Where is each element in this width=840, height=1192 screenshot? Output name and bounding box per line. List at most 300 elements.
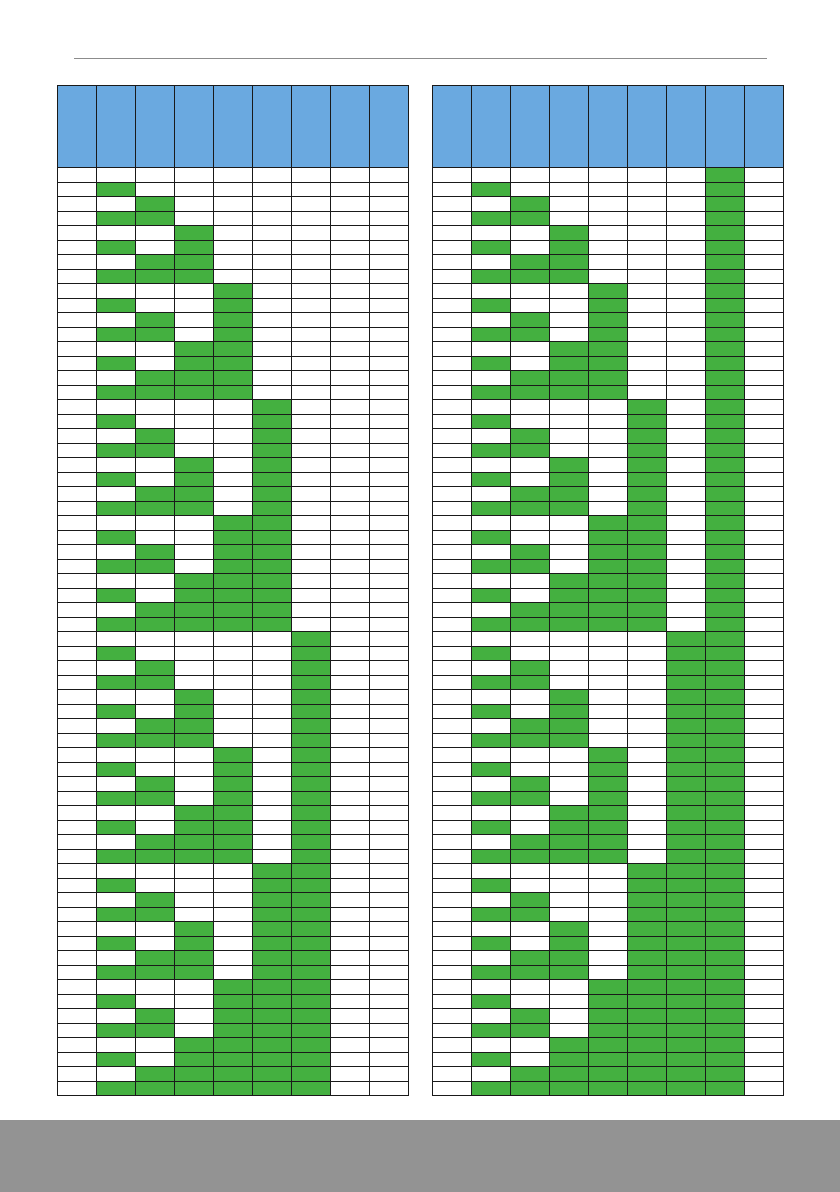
switch-on-cell (511, 733, 550, 748)
switch-on-cell (511, 211, 550, 226)
switch-off-cell (433, 835, 472, 850)
switch-off-cell (472, 806, 511, 821)
switch-off-cell (589, 878, 628, 893)
switch-off-cell (472, 1067, 511, 1082)
table-row (433, 458, 784, 473)
table-row (433, 356, 784, 371)
switch-on-cell (472, 269, 511, 284)
switch-off-cell (433, 820, 472, 835)
switch-off-cell (589, 458, 628, 473)
switch-on-cell (253, 414, 292, 429)
switch-off-cell (253, 168, 292, 183)
switch-off-cell (628, 791, 667, 806)
switch-off-cell (175, 646, 214, 661)
switch-off-cell (253, 661, 292, 676)
switch-off-cell (550, 762, 589, 777)
switch-on-cell (472, 907, 511, 922)
table-row (433, 994, 784, 1009)
switch-off-cell (589, 197, 628, 212)
switch-off-cell (550, 661, 589, 676)
switch-off-cell (667, 458, 706, 473)
switch-off-cell (331, 240, 370, 255)
table-row (433, 530, 784, 545)
switch-off-cell (175, 182, 214, 197)
switch-off-cell (745, 632, 784, 647)
switch-on-cell (667, 762, 706, 777)
switch-off-cell (550, 632, 589, 647)
switch-off-cell (745, 1038, 784, 1053)
switch-on-cell (628, 487, 667, 502)
switch-off-cell (97, 835, 136, 850)
switch-off-cell (136, 400, 175, 415)
switch-off-cell (253, 777, 292, 792)
switch-on-cell (97, 965, 136, 980)
switch-off-cell (511, 458, 550, 473)
switch-off-cell (589, 211, 628, 226)
switch-off-cell (511, 240, 550, 255)
switch-on-cell (628, 559, 667, 574)
switch-on-cell (706, 632, 745, 647)
table-row (433, 1067, 784, 1082)
switch-off-cell (370, 269, 409, 284)
table-row (58, 864, 409, 879)
switch-off-cell (175, 791, 214, 806)
switch-on-cell (706, 356, 745, 371)
switch-off-cell (97, 951, 136, 966)
switch-on-cell (550, 922, 589, 937)
switch-off-cell (550, 1009, 589, 1024)
switch-off-cell (433, 951, 472, 966)
table-row (58, 443, 409, 458)
switch-off-cell (589, 907, 628, 922)
switch-off-cell (433, 1067, 472, 1082)
switch-off-cell (433, 487, 472, 502)
switch-on-cell (706, 951, 745, 966)
switch-on-cell (214, 530, 253, 545)
switch-on-cell (628, 574, 667, 589)
switch-on-cell (175, 342, 214, 357)
switch-off-cell (589, 487, 628, 502)
header-cell (433, 86, 472, 168)
switch-off-cell (472, 487, 511, 502)
switch-off-cell (136, 806, 175, 821)
switch-off-cell (433, 342, 472, 357)
switch-off-cell (175, 298, 214, 313)
switch-on-cell (136, 1081, 175, 1096)
switch-off-cell (589, 414, 628, 429)
switch-on-cell (292, 951, 331, 966)
switch-off-cell (136, 168, 175, 183)
switch-off-cell (331, 342, 370, 357)
switch-off-cell (253, 255, 292, 270)
switch-off-cell (292, 487, 331, 502)
table-row (433, 719, 784, 734)
switch-off-cell (58, 661, 97, 676)
table-row (433, 298, 784, 313)
table-row (58, 980, 409, 995)
table-row (58, 559, 409, 574)
switch-off-cell (667, 240, 706, 255)
table-row (58, 646, 409, 661)
switch-on-cell (97, 704, 136, 719)
table-row (433, 501, 784, 516)
switch-off-cell (331, 298, 370, 313)
switch-on-cell (97, 762, 136, 777)
switch-off-cell (331, 269, 370, 284)
switch-off-cell (253, 313, 292, 328)
switch-off-cell (136, 704, 175, 719)
switch-on-cell (706, 1023, 745, 1038)
table-row (433, 1081, 784, 1096)
switch-off-cell (214, 864, 253, 879)
switch-on-cell (175, 269, 214, 284)
switch-off-cell (667, 313, 706, 328)
switch-on-cell (667, 632, 706, 647)
switch-off-cell (550, 400, 589, 415)
switch-on-cell (472, 588, 511, 603)
switch-off-cell (253, 298, 292, 313)
switch-on-cell (472, 762, 511, 777)
switch-on-cell (511, 545, 550, 560)
header-cell (58, 86, 97, 168)
table-row (433, 284, 784, 299)
switch-off-cell (433, 385, 472, 400)
switch-off-cell (214, 255, 253, 270)
switch-on-cell (136, 907, 175, 922)
switch-off-cell (331, 820, 370, 835)
switch-off-cell (253, 719, 292, 734)
switch-off-cell (433, 545, 472, 560)
switch-off-cell (628, 197, 667, 212)
switch-on-cell (667, 791, 706, 806)
switch-off-cell (472, 516, 511, 531)
switch-off-cell (433, 965, 472, 980)
switch-off-cell (589, 893, 628, 908)
switch-off-cell (370, 646, 409, 661)
table-row (58, 530, 409, 545)
switch-on-cell (472, 356, 511, 371)
table-row (58, 951, 409, 966)
switch-on-cell (175, 806, 214, 821)
switch-on-cell (253, 443, 292, 458)
switch-off-cell (370, 197, 409, 212)
switch-on-cell (472, 994, 511, 1009)
switch-off-cell (214, 690, 253, 705)
switch-off-cell (370, 530, 409, 545)
switch-on-cell (511, 965, 550, 980)
switch-off-cell (58, 400, 97, 415)
switch-on-cell (706, 226, 745, 241)
switch-off-cell (472, 893, 511, 908)
switch-on-cell (253, 458, 292, 473)
switch-on-cell (214, 1052, 253, 1067)
switch-off-cell (58, 719, 97, 734)
switch-on-cell (706, 864, 745, 879)
switch-off-cell (370, 849, 409, 864)
switch-off-cell (433, 733, 472, 748)
table-row (433, 559, 784, 574)
switch-off-cell (433, 284, 472, 299)
switch-off-cell (331, 762, 370, 777)
switch-on-cell (550, 806, 589, 821)
switch-off-cell (370, 1038, 409, 1053)
switch-off-cell (136, 516, 175, 531)
switch-off-cell (214, 951, 253, 966)
switch-off-cell (370, 1081, 409, 1096)
switch-off-cell (433, 559, 472, 574)
switch-off-cell (331, 777, 370, 792)
switch-on-cell (292, 980, 331, 995)
switch-off-cell (511, 1052, 550, 1067)
switch-off-cell (472, 458, 511, 473)
table-row (433, 603, 784, 618)
switch-off-cell (511, 690, 550, 705)
switch-off-cell (550, 675, 589, 690)
switch-off-cell (97, 371, 136, 386)
switch-off-cell (433, 777, 472, 792)
switch-off-cell (433, 980, 472, 995)
switch-on-cell (97, 1052, 136, 1067)
table-row (58, 168, 409, 183)
switch-off-cell (331, 516, 370, 531)
table-row (433, 661, 784, 676)
switch-on-cell (667, 748, 706, 763)
switch-off-cell (433, 849, 472, 864)
switch-off-cell (370, 748, 409, 763)
switch-on-cell (472, 1081, 511, 1096)
switch-off-cell (58, 240, 97, 255)
switch-off-cell (331, 588, 370, 603)
switch-on-cell (706, 371, 745, 386)
switch-on-cell (550, 458, 589, 473)
switch-off-cell (745, 690, 784, 705)
switch-off-cell (214, 936, 253, 951)
switch-on-cell (175, 690, 214, 705)
switch-on-cell (292, 632, 331, 647)
switch-off-cell (511, 820, 550, 835)
switch-off-cell (331, 400, 370, 415)
switch-on-cell (214, 1038, 253, 1053)
switch-on-cell (550, 690, 589, 705)
switch-on-cell (550, 574, 589, 589)
switch-off-cell (214, 472, 253, 487)
switch-off-cell (58, 342, 97, 357)
switch-off-cell (511, 182, 550, 197)
switch-off-cell (370, 255, 409, 270)
table-row (58, 733, 409, 748)
switch-off-cell (472, 748, 511, 763)
switch-on-cell (253, 907, 292, 922)
switch-off-cell (550, 313, 589, 328)
table-row (433, 313, 784, 328)
switch-off-cell (628, 313, 667, 328)
switch-off-cell (589, 965, 628, 980)
table-row (58, 574, 409, 589)
switch-on-cell (706, 646, 745, 661)
switch-off-cell (175, 878, 214, 893)
switch-on-cell (589, 980, 628, 995)
switch-off-cell (589, 690, 628, 705)
switch-off-cell (550, 516, 589, 531)
switch-on-cell (628, 472, 667, 487)
header-cell (97, 86, 136, 168)
switch-off-cell (589, 646, 628, 661)
switch-on-cell (253, 1067, 292, 1082)
switch-off-cell (136, 646, 175, 661)
switch-on-cell (214, 617, 253, 632)
switch-on-cell (214, 835, 253, 850)
switch-on-cell (706, 269, 745, 284)
switch-on-cell (97, 994, 136, 1009)
switch-off-cell (472, 400, 511, 415)
switch-off-cell (667, 472, 706, 487)
switch-on-cell (253, 878, 292, 893)
switch-off-cell (58, 385, 97, 400)
switch-off-cell (433, 226, 472, 241)
switch-off-cell (433, 936, 472, 951)
switch-off-cell (331, 646, 370, 661)
switch-off-cell (253, 226, 292, 241)
table-row (58, 197, 409, 212)
switch-off-cell (97, 516, 136, 531)
switch-off-cell (433, 690, 472, 705)
switch-off-cell (745, 472, 784, 487)
switch-off-cell (175, 893, 214, 908)
switch-off-cell (97, 980, 136, 995)
switch-on-cell (706, 327, 745, 342)
switch-on-cell (97, 211, 136, 226)
switch-on-cell (253, 951, 292, 966)
switch-off-cell (745, 1052, 784, 1067)
table-row (58, 458, 409, 473)
table-row (58, 878, 409, 893)
table-row (433, 704, 784, 719)
switch-on-cell (292, 690, 331, 705)
switch-off-cell (628, 806, 667, 821)
switch-on-cell (292, 1038, 331, 1053)
switch-off-cell (331, 849, 370, 864)
switch-on-cell (136, 501, 175, 516)
switch-on-cell (253, 1009, 292, 1024)
switch-on-cell (97, 182, 136, 197)
switch-on-cell (628, 617, 667, 632)
switch-off-cell (589, 255, 628, 270)
switch-on-cell (550, 936, 589, 951)
switch-on-cell (550, 356, 589, 371)
switch-on-cell (628, 994, 667, 1009)
switch-on-cell (136, 1009, 175, 1024)
switch-on-cell (97, 936, 136, 951)
switch-on-cell (292, 835, 331, 850)
switch-off-cell (370, 168, 409, 183)
switch-on-cell (253, 574, 292, 589)
switch-on-cell (589, 762, 628, 777)
switch-on-cell (472, 211, 511, 226)
switch-off-cell (214, 878, 253, 893)
switch-off-cell (58, 806, 97, 821)
switch-off-cell (511, 994, 550, 1009)
switch-off-cell (370, 951, 409, 966)
table-row (433, 269, 784, 284)
switch-off-cell (511, 516, 550, 531)
switch-on-cell (97, 646, 136, 661)
switch-on-cell (136, 603, 175, 618)
switch-on-cell (628, 1023, 667, 1038)
switch-on-cell (667, 675, 706, 690)
switch-off-cell (745, 501, 784, 516)
switch-on-cell (97, 1081, 136, 1096)
switch-off-cell (331, 632, 370, 647)
switch-off-cell (745, 574, 784, 589)
switch-on-cell (589, 574, 628, 589)
switch-off-cell (433, 197, 472, 212)
header-cell (472, 86, 511, 168)
switch-off-cell (472, 429, 511, 444)
switch-on-cell (511, 603, 550, 618)
switch-off-cell (292, 255, 331, 270)
switch-off-cell (370, 675, 409, 690)
switch-on-cell (667, 835, 706, 850)
switch-off-cell (253, 342, 292, 357)
switch-on-cell (589, 1038, 628, 1053)
switch-off-cell (745, 791, 784, 806)
switch-on-cell (628, 965, 667, 980)
switch-off-cell (472, 922, 511, 937)
switch-off-cell (175, 443, 214, 458)
switch-off-cell (628, 240, 667, 255)
switch-off-cell (589, 704, 628, 719)
switch-off-cell (175, 530, 214, 545)
switch-on-cell (253, 429, 292, 444)
switch-off-cell (58, 226, 97, 241)
switch-off-cell (589, 501, 628, 516)
switch-on-cell (511, 849, 550, 864)
switch-off-cell (331, 1052, 370, 1067)
switch-off-cell (370, 733, 409, 748)
switch-on-cell (589, 1067, 628, 1082)
switch-on-cell (472, 559, 511, 574)
switch-on-cell (667, 878, 706, 893)
switch-on-cell (628, 458, 667, 473)
header-cell (136, 86, 175, 168)
switch-off-cell (370, 385, 409, 400)
switch-off-cell (292, 574, 331, 589)
switch-on-cell (136, 777, 175, 792)
switch-off-cell (331, 371, 370, 386)
switch-off-cell (331, 443, 370, 458)
switch-off-cell (745, 298, 784, 313)
table-row (58, 748, 409, 763)
switch-off-cell (136, 762, 175, 777)
switch-off-cell (58, 675, 97, 690)
switch-off-cell (97, 632, 136, 647)
switch-on-cell (214, 559, 253, 574)
switch-on-cell (589, 530, 628, 545)
switch-on-cell (97, 617, 136, 632)
switch-on-cell (97, 588, 136, 603)
switch-on-cell (628, 545, 667, 560)
switch-on-cell (589, 806, 628, 821)
switch-off-cell (214, 240, 253, 255)
switch-off-cell (331, 501, 370, 516)
switch-off-cell (589, 182, 628, 197)
switch-off-cell (745, 1067, 784, 1082)
switch-off-cell (433, 240, 472, 255)
switch-on-cell (589, 748, 628, 763)
switch-off-cell (433, 922, 472, 937)
switch-on-cell (706, 516, 745, 531)
switch-off-cell (589, 400, 628, 415)
